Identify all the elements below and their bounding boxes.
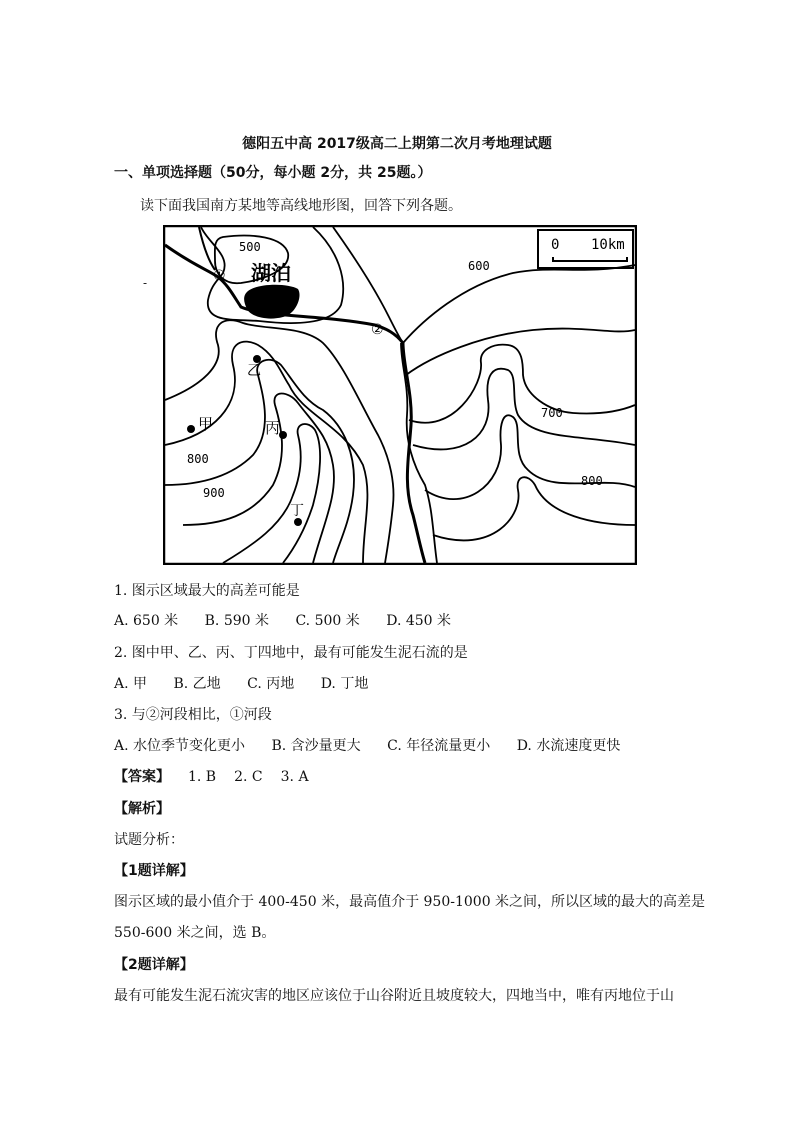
option-c[interactable]: C. 年径流量更小 xyxy=(387,738,491,754)
stray-mark: - xyxy=(143,276,148,290)
question-2-stem: 2. 图中甲、乙、丙、丁四地中，最有可能发生泥石流的是 xyxy=(114,645,468,661)
answer-item: 2. C xyxy=(234,769,263,785)
question-intro: 读下面我国南方某地等高线地形图，回答下列各题。 xyxy=(140,198,462,214)
point-yi xyxy=(253,355,261,363)
option-b[interactable]: B. 乙地 xyxy=(173,676,221,692)
q1-detail-text: 图示区域的最小值介于 400-450 米，最高值介于 950-1000 米之间，所以区域的最大的高差是 xyxy=(114,894,706,910)
option-d[interactable]: D. 水流速度更快 xyxy=(516,738,621,754)
contour-label: 800 xyxy=(581,474,603,488)
option-c[interactable]: C. 丙地 xyxy=(247,676,295,692)
answer-item: 3. A xyxy=(280,769,309,785)
answer-label: 【答案】 xyxy=(114,769,170,785)
river-marker-1: ① xyxy=(213,268,226,284)
section-heading: 一、单项选择题（50分，每小题 2分，共 25题。） xyxy=(114,165,432,181)
q2-detail-label: 【2题详解】 xyxy=(114,957,194,973)
option-b[interactable]: B. 590 米 xyxy=(204,613,270,629)
scale-start: 0 xyxy=(551,237,560,253)
q1-detail-label: 【1题详解】 xyxy=(114,863,194,879)
question-2-options xyxy=(114,674,390,694)
river-marker-2: ② xyxy=(371,322,384,338)
contour-map xyxy=(163,225,637,565)
analysis-intro: 试题分析： xyxy=(114,832,184,848)
point-label-yi: 乙 xyxy=(247,363,261,379)
contour-label: 700 xyxy=(541,406,563,420)
option-a[interactable]: A. 甲 xyxy=(114,676,148,692)
analysis-label: 【解析】 xyxy=(114,801,170,817)
point-label-ding: 丁 xyxy=(290,503,304,519)
contour-label: 900 xyxy=(203,486,225,500)
option-b[interactable]: B. 含沙量更大 xyxy=(271,738,361,754)
option-d[interactable]: D. 450 米 xyxy=(386,613,452,629)
point-jia xyxy=(187,425,195,433)
point-label-bing: 丙 xyxy=(265,419,281,437)
q2-detail-text: 最有可能发生泥石流灾害的地区应该位于山谷附近且坡度较大，四地当中，唯有丙地位于山 xyxy=(114,988,674,1004)
option-a[interactable]: A. 650 米 xyxy=(114,613,179,629)
option-c[interactable]: C. 500 米 xyxy=(295,613,360,629)
lake-label: 湖泊 xyxy=(251,261,291,285)
contour-label: 600 xyxy=(468,259,490,273)
question-3-stem: 3. 与②河段相比，①河段 xyxy=(114,707,272,723)
question-3-options xyxy=(114,736,642,756)
contour-label: 500 xyxy=(239,240,261,254)
contour-label: 800 xyxy=(187,452,209,466)
question-1-stem: 1. 图示区域最大的高差可能是 xyxy=(114,583,300,599)
answer-line xyxy=(114,767,327,787)
option-a[interactable]: A. 水位季节变化更小 xyxy=(114,738,246,754)
q1-detail-text: 550-600 米之间，选 B。 xyxy=(114,925,276,941)
answer-item: 1. B xyxy=(188,769,217,785)
point-ding xyxy=(294,518,302,526)
question-1-options xyxy=(114,611,473,631)
option-d[interactable]: D. 丁地 xyxy=(320,676,369,692)
document-title: 德阳五中高 2017级高二上期第二次月考地理试题 xyxy=(242,136,552,152)
point-bing xyxy=(279,431,287,439)
point-label-jia: 甲 xyxy=(198,415,214,433)
scale-end: 10km xyxy=(591,237,625,253)
